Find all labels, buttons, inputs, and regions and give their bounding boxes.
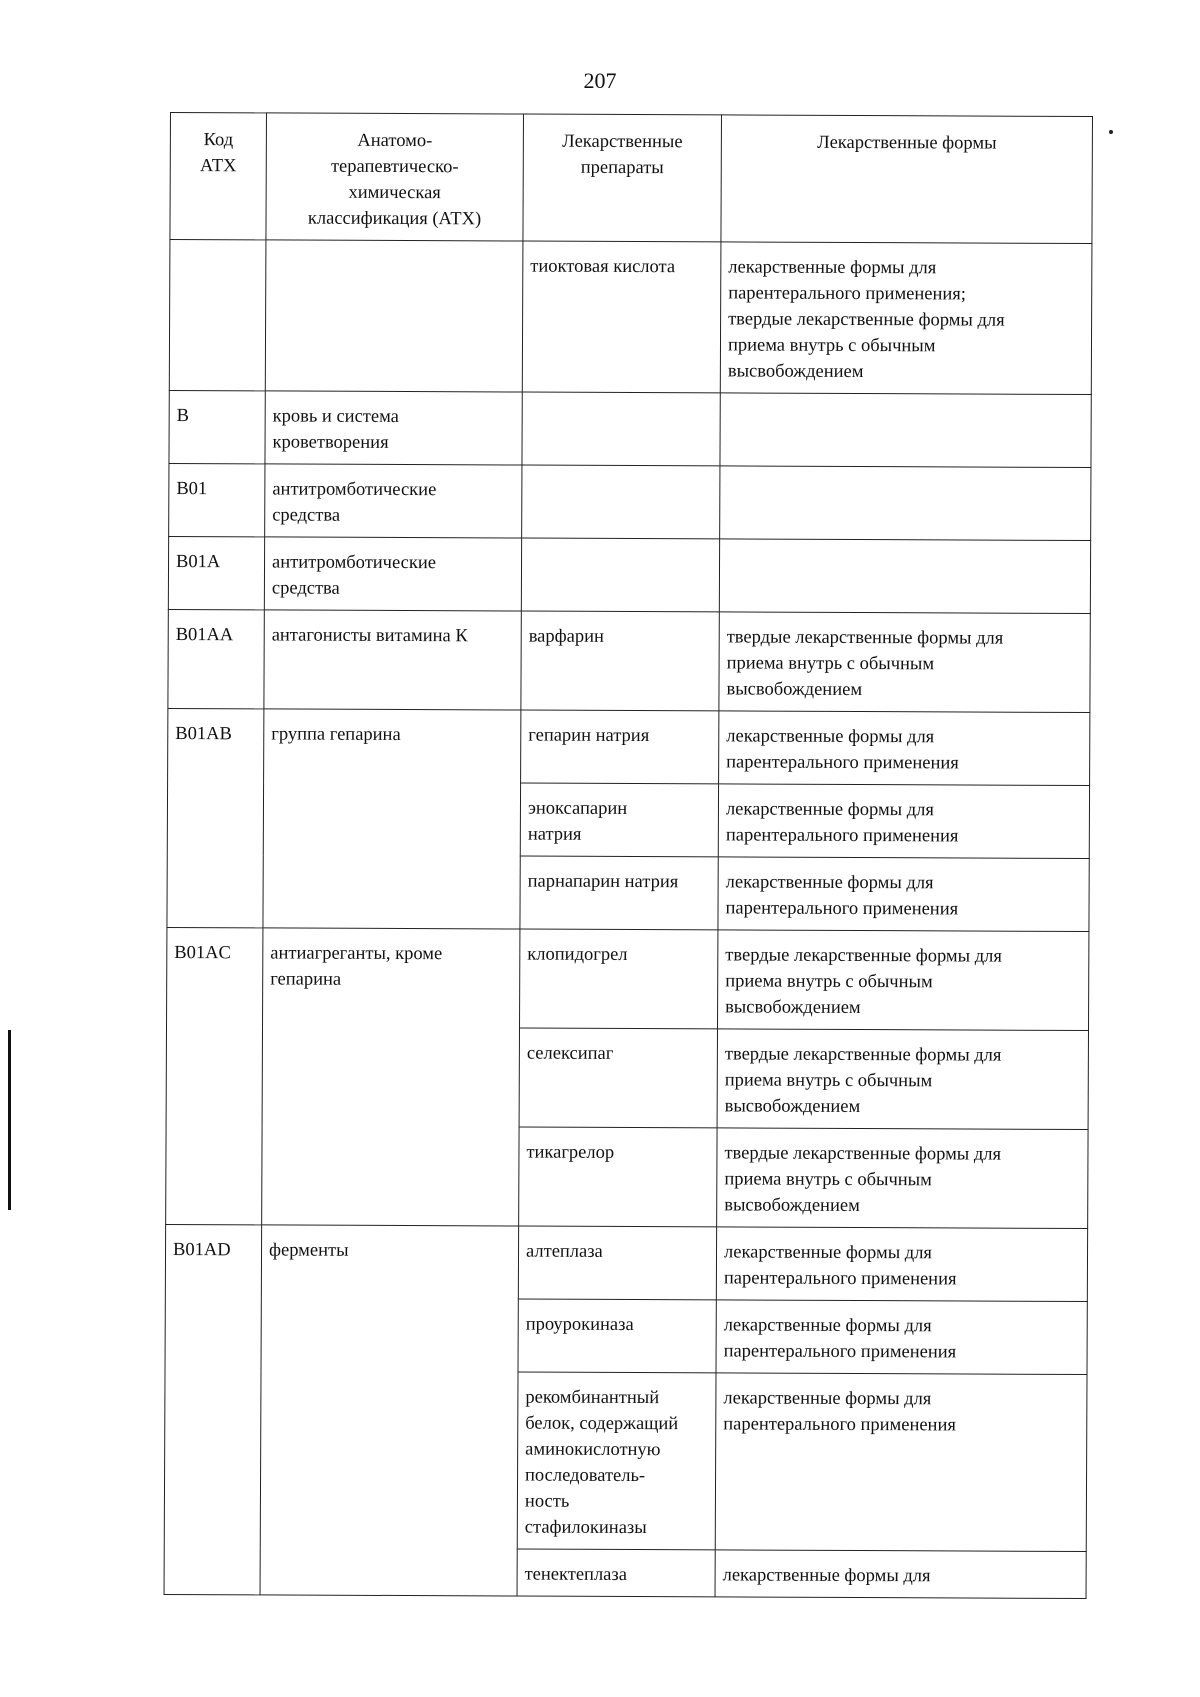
classification-cell: антитромботические средства [264,537,521,611]
table-row [169,240,1092,395]
table-row [165,1224,1087,1301]
forms-cell [720,466,1091,541]
forms-cell: лекарственные формы для парентерального применения [718,784,1089,859]
drug-cell: рекомбинантный белок, содержащий аминокислотную последователь- ность стафилокиназы [517,1372,716,1550]
drug-cell: проурокиназа [518,1299,716,1373]
drug-cell: парнапарин натрия [520,856,718,930]
header-code: Код АТХ [170,113,267,240]
classification-cell: антиагреганты, кроме гепарина [262,928,520,1226]
drug-cell: варфарин [521,611,719,711]
forms-cell: твердые лекарственные формы для приема внутрь с обычным высвобождением [717,1029,1088,1130]
table-header-row [170,113,1093,244]
forms-cell [720,393,1091,468]
drug-cell: алтеплаза [518,1226,716,1300]
forms-cell: твердые лекарственные формы для приема внутрь с обычным высвобождением [719,612,1090,713]
header-drugs: Лекарственные препараты [523,114,722,242]
drug-cell: тиоктовая кислота [522,241,721,393]
header-forms: Лекарственные формы [721,115,1093,244]
scan-edge-bar [8,1030,11,1210]
forms-cell: лекарственные формы для парентерального применения [719,711,1090,786]
table-row [169,390,1091,467]
classification-cell: антагонисты витамина К [264,610,521,710]
table-row [168,708,1090,785]
classification-cell: антитромботические средства [265,464,522,538]
forms-cell [719,539,1090,614]
forms-cell: лекарственные формы для парентерального применения [716,1227,1087,1302]
classification-cell: ферменты [260,1225,519,1596]
forms-cell: твердые лекарственные формы для приема внутрь с обычным высвобождением [718,930,1089,1031]
code-cell: B01AC [166,927,263,1224]
classification-cell: группа гепарина [263,709,521,929]
drug-cell [522,465,720,539]
drug-cell: тикагрелор [519,1127,717,1227]
code-cell: B01 [169,463,265,536]
drug-cell: гепарин натрия [521,710,719,784]
table-row [168,609,1090,712]
drug-cell: тенектеплаза [517,1549,715,1597]
code-cell: B01AD [164,1224,262,1594]
forms-cell: лекарственные формы для парентерального применения [718,857,1089,932]
classification-cell: кровь и система кроветворения [265,391,522,465]
classification-cell [265,240,523,392]
code-cell: B01AB [167,708,264,927]
drug-cell: клопидогрел [520,929,718,1029]
forms-cell: лекарственные формы для парентерального применения [716,1300,1087,1375]
code-cell: B01A [168,536,264,609]
forms-cell: лекарственные формы для парентерального применения [715,1373,1087,1552]
forms-cell: твердые лекарственные формы для приема внутрь с обычным высвобождением [717,1128,1088,1229]
atx-table [164,112,1093,1599]
forms-cell: лекарственные формы для парентерального применения; твердые лекарственные формы для приема внутрь с обычным высвобождением [720,242,1092,395]
table-row [169,463,1091,540]
header-classification: Анатомо- терапевтическо- химическая классификация (АТХ) [266,113,524,241]
forms-cell: лекарственные формы для [715,1550,1086,1599]
table-row [168,536,1090,613]
drug-cell: эноксапарин натрия [520,783,718,857]
drug-cell: селексипаг [519,1028,717,1128]
code-cell: B01AA [168,609,264,708]
code-cell: B [169,390,265,463]
scan-dot-mark [1109,130,1113,134]
code-cell [169,240,266,391]
drug-cell [522,392,720,466]
table-row [167,927,1089,1030]
page-number: 207 [583,68,617,93]
drug-cell [521,538,719,612]
